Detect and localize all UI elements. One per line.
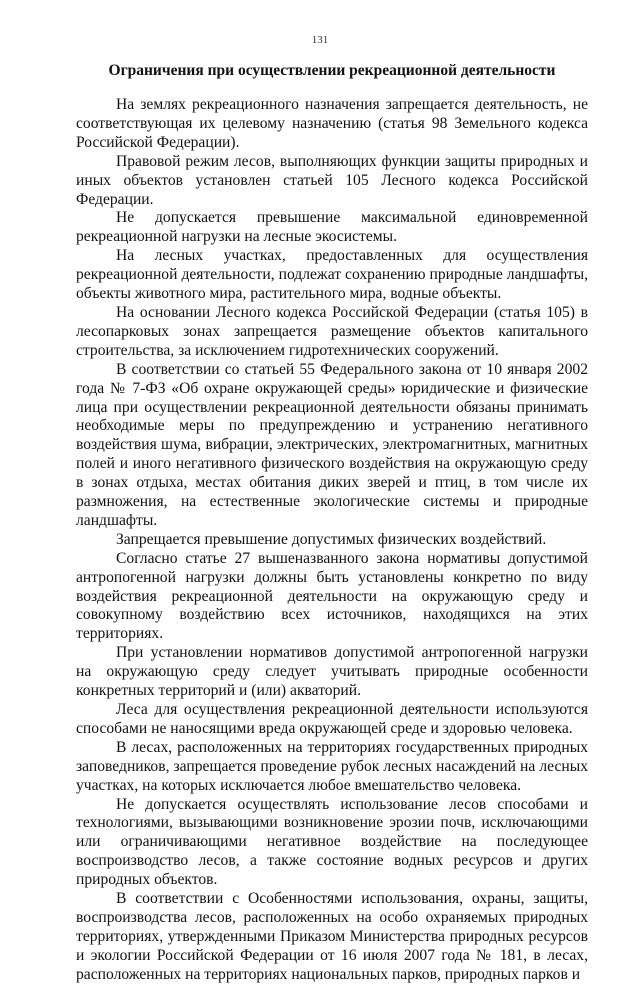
paragraph: Запрещается превышение допустимых физических воздействий. <box>116 530 547 548</box>
paragraph: Не допускается превышение максимальной единовременной рекреационной нагрузки на лесные экосистемы. <box>76 209 588 246</box>
paragraph: В соответствии со статьей 55 Федерального закона от 10 января 2002 года № 7-ФЗ «Об охране окружающей среды» юридические и физические лица при осуществлении рекреационной деятельности обязаны принимать необходимые меры по предупреждению и устранению негативного воздействия шума, вибрации, электрических, электромагнитных, магнитных полей и иного негативного физического воздействия на окружающую среду в зонах отдыха, местах обитания диких зверей и птиц, в том числе их размножения, на естественные экологические системы и природные ландшафты. <box>76 360 588 529</box>
paragraph: Согласно статье 27 вышеназванного закона нормативы допустимой антропогенной нагрузки должны быть установлены конкретно по виду воздействия рекреационной деятельности на окружающую среду и совокупному воздействию всех источников, находящихся на этих территориях. <box>76 549 588 643</box>
paragraph: В лесах, расположенных на территориях государственных природных заповедников, запрещается проведение рубок лесных насаждений на лесных участках, на которых исключается любое вмешательство человека. <box>76 738 588 794</box>
paragraph: На землях рекреационного назначения запрещается деятельность, не соответствующая их целевому назначению (статья 98 Земельного кодекса Российской Федерации). <box>76 96 588 151</box>
page-number: 131 <box>311 34 329 46</box>
paragraph: На лесных участках, предоставленных для осуществления рекреационной деятельности, подлежат сохранению природные ландшафты, объекты животного мира, растительного мира, водные объекты. <box>76 247 588 303</box>
section-title: Ограничения при осуществлении рекреационной деятельности <box>108 62 556 79</box>
paragraph: При установлении нормативов допустимой антропогенной нагрузки на окружающую среду следует учитывать природные особенности конкретных территорий и (или) акваторий. <box>76 644 588 700</box>
paragraph: Не допускается осуществлять использование лесов способами и технологиями, вызывающими возникновение эрозии почв, исключающими или ограничивающими негативное воздействие на последующее воспроизводство лесов, а также состояние водных ресурсов и других природных объектов. <box>76 795 588 889</box>
document-body <box>76 96 588 985</box>
paragraph: Правовой режим лесов, выполняющих функции защиты природных и иных объектов установлен статьей 105 Лесного кодекса Российской Федерации. <box>76 152 588 208</box>
paragraph: В соответствии с Особенностями использования, охраны, защиты, воспроизводства лесов, расположенных на особо охраняемых природных территориях, утвержденными Приказом Министерства природных ресурсов и экологии Российской Федерации от 16 июля 2007 года № 181, в лесах, расположенных на территориях национальных парков, природных парков и <box>76 890 588 983</box>
paragraph: На основании Лесного кодекса Российской Федерации (статья 105) в лесопарковых зонах запрещается размещение объектов капитального строительства, за исключением гидротехнических сооружений. <box>76 303 588 359</box>
paragraph: Леса для осуществления рекреационной деятельности используются способами не наносящими вреда окружающей среде и здоровью человека. <box>76 701 588 737</box>
